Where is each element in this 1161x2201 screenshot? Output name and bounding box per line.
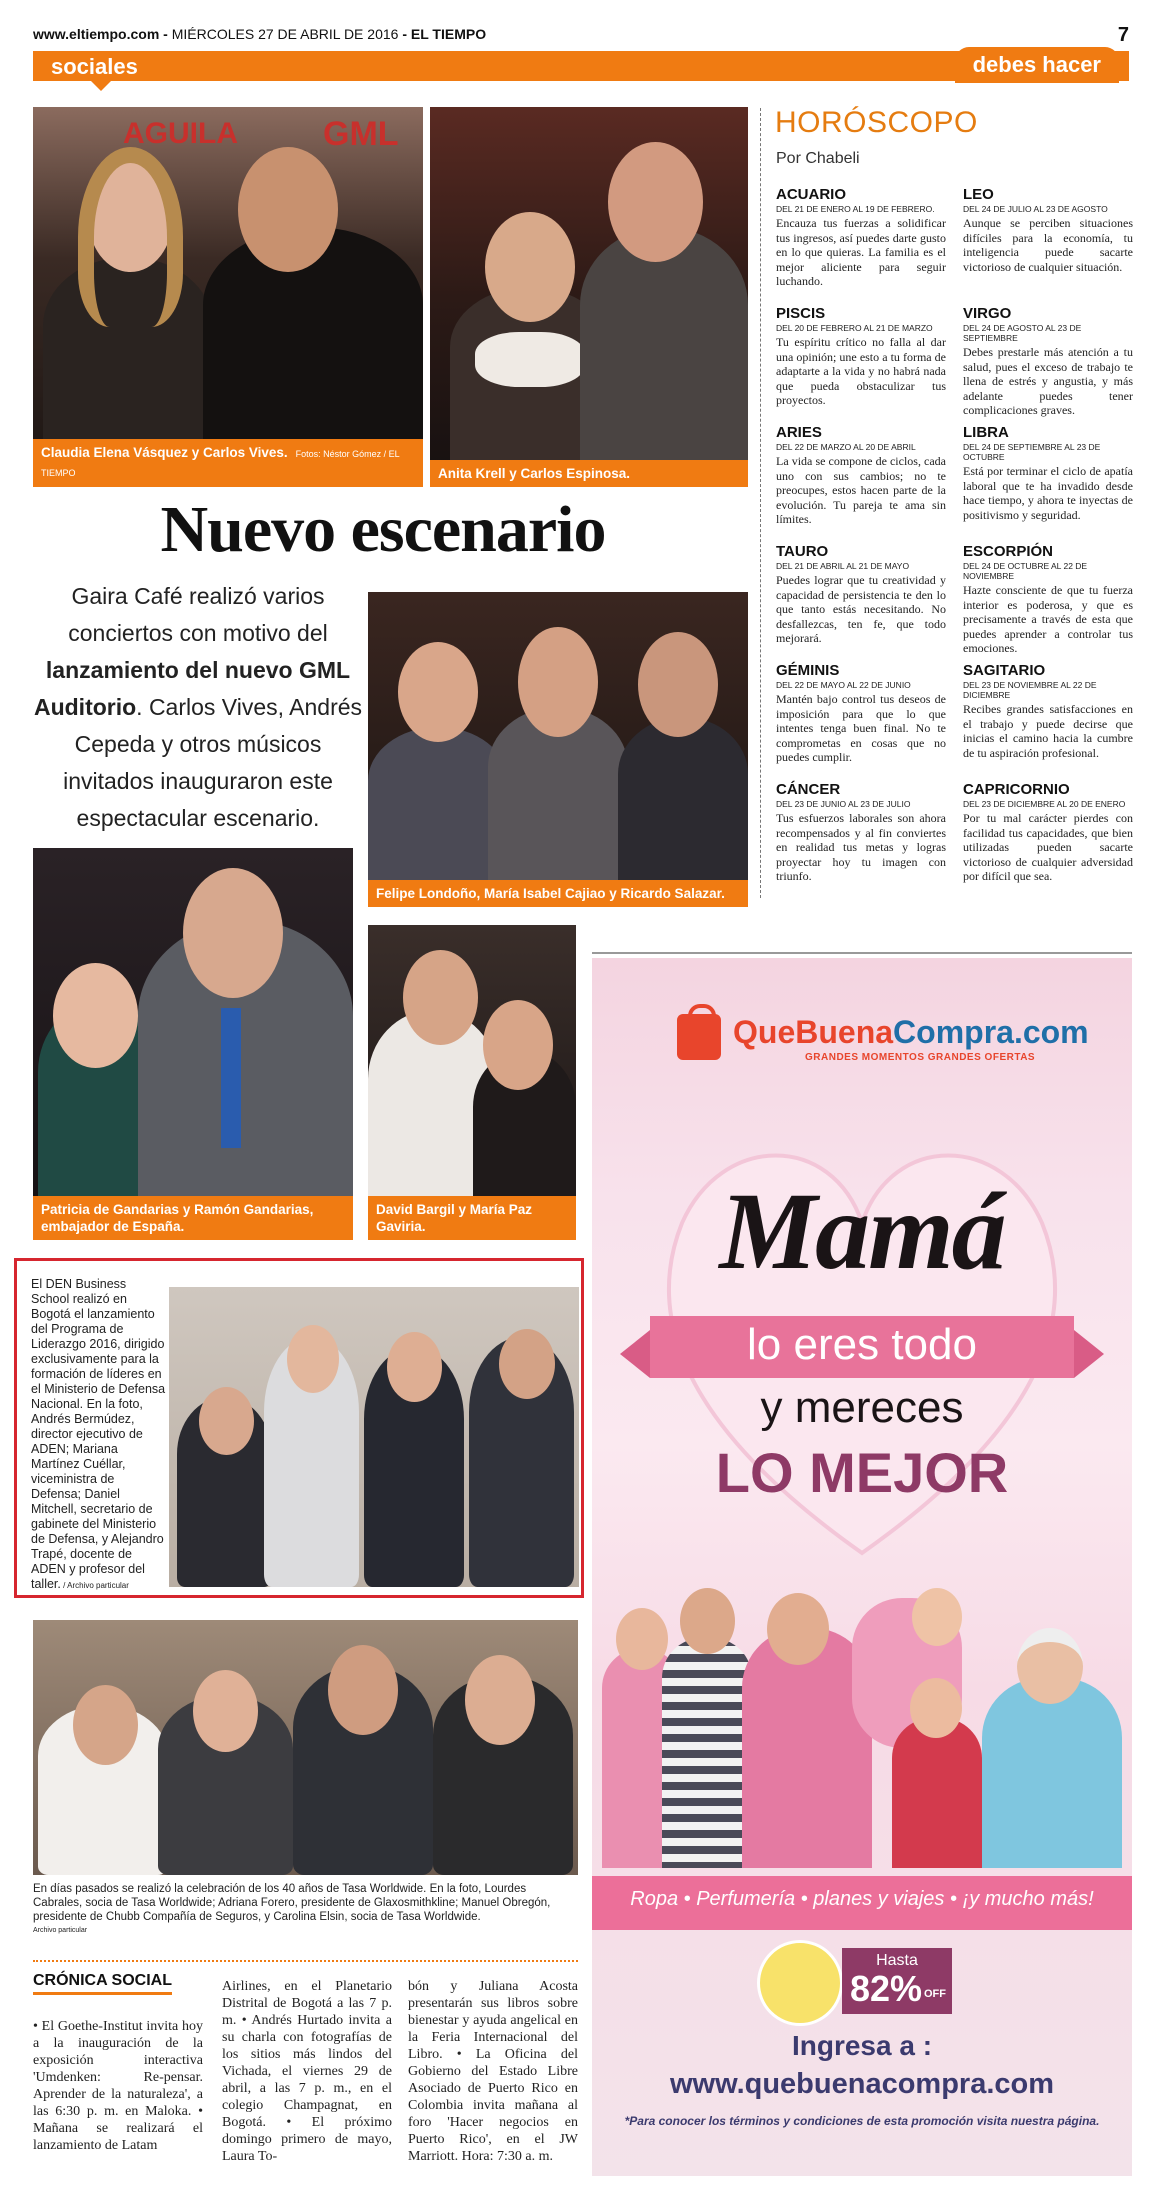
photo-caption: Felipe Londoño, María Isabel Cajiao y Ricardo Salazar. [368,880,748,907]
box-text [31,1277,166,1593]
person-head [680,1588,735,1654]
sign-name: GÉMINIS [776,662,840,679]
column-divider [760,108,761,898]
person-head [465,1655,535,1745]
horoscope-libra [963,424,1133,522]
discount-off: OFF [924,1988,946,2000]
person-head [398,642,478,742]
sign-name: PISCIS [776,305,826,322]
caption-text: Claudia Elena Vásquez y Carlos Vives. [41,445,288,460]
cronica-column-3: bón y Juliana Acosta presentarán sus libros sobre bienestar y ayuda angelical en la Feria Internacional del Libro. • La Oficina del Gobierno del Estado Libre Asociado de Puerto Rico en Colombia invita mañana al foro 'Hacer negocios en Puerto Rico', en el JW Marriott. Hora: 7:30 a. m. [408,1979,578,2164]
photo-bargil-gaviria [368,925,576,1240]
page-header [33,26,1129,48]
lead-bold-text: lanzamiento del nuevo GML Auditorio [33,657,351,720]
ad-subhead: y mereces [760,1383,964,1432]
sign-name: ARIES [776,424,822,441]
sign-dates: DEL 24 DE AGOSTO AL 23 DE SEPTIEMBRE [963,323,1082,343]
quebuenacompra-ad[interactable] [592,958,1132,2176]
section-divider [33,1960,578,1962]
paper-name: EL TIEMPO [410,26,487,42]
photo-caption: Anita Krell y Carlos Espinosa. [430,460,748,487]
person-head [238,147,338,272]
horoscope-acuario [776,186,946,289]
ad-terms: *Para conocer los términos y condiciones de esta promoción visita nuestra página. [624,2114,1100,2128]
sign-text: Recibes grandes satisfacciones en el trabajo y puede decirse que inicias el camino hacia la cumbre de tu aspiración profesional. [963,702,1133,760]
sign-name: ACUARIO [776,186,846,203]
photo-caption: Patricia de Gandarias y Ramón Gandarias, embajador de España. [33,1196,353,1240]
brand-part: QueBuena [733,1014,894,1050]
person-head [387,1332,442,1402]
story-lead [33,578,363,837]
horoscope-byline: Por Chabeli [776,150,860,167]
brand-part: Compra.com [893,1014,1089,1050]
sign-dates: DEL 21 DE ENERO AL 19 DE FEBRERO. [776,204,935,214]
sign-text: Aunque se perciben situaciones difíciles para la economía, tu inteligencia puede sacarte victorioso de cualquier situación. [963,216,1133,274]
person-figure [618,717,748,907]
child-head [910,1678,962,1738]
family-photo [592,1588,1132,1868]
discount-badge [842,1948,952,2014]
ad-headline: Mamá [719,1170,1005,1292]
sign-dates: DEL 24 DE OCTUBRE AL 22 DE NOVIEMBRE [963,561,1088,581]
caption-text: En días pasados se realizó la celebración de los 40 años de Tasa Worldwide. En la foto, Lourdes Cabrales, socia de Tasa Worldwide; Adriana Forero, presidente de Glaxosmithkline; Manuel Obregón, presidente de Chubb Compañía de Seguros, y Carolina Elsin, socia de Tasa Worldwide. [33,1883,551,1923]
horoscope-sagitario [963,662,1133,760]
tie-shape [221,1008,241,1148]
sign-dates: DEL 22 DE MAYO AL 22 DE JUNIO [776,680,911,690]
categories-text: Ropa • Perfumería • planes y viajes • ¡y mucho más! [630,1888,1094,1910]
photo-backdrop-text: AGUILA [123,117,238,150]
person-figure [662,1638,752,1868]
person-head [767,1593,829,1665]
section-label: sociales [51,54,138,79]
horoscope-leo [963,186,1133,274]
horoscope-aries [776,424,946,527]
photo-backdrop-logo: GML [323,115,399,153]
photo-vasquez-vives [33,107,423,487]
person-head [403,950,478,1045]
sign-text: Mantén bajo control tus deseos de imposición para que lo que intentes tenga buen final. No te comprometas en cosas que no puedes cumplir. [776,692,946,764]
horoscope-tauro [776,543,946,646]
photo-caption: David Bargil y María Paz Gaviria. [368,1196,576,1240]
sign-name: TAURO [776,543,829,560]
section-notch [91,81,111,91]
sign-text: Puedes lograr que tu creatividad y capacidad de persistencia te den lo que tanto estás necesitando. No desfallezcas, ten fe, que todo mejorará. [776,573,946,645]
chick-mascot-icon [757,1940,843,2026]
horoscope-title: HORÓSCOPO [775,106,978,139]
section-tab: debes hacer [955,47,1119,83]
ad-url-link[interactable]: www.quebuenacompra.com [669,2068,1055,2100]
person-head [328,1645,398,1735]
horoscope-escorpion [963,543,1133,656]
brand-slogan: GRANDES MOMENTOS GRANDES OFERTAS [805,1052,1036,1063]
sign-text: Tus esfuerzos laborales son ahora recompensados y al fin conviertes en realidad tus metas y logras proyectar hoy tu imagen con triunfo. [776,811,946,883]
ad-emphasis: LO MEJOR [715,1441,1009,1504]
person-figure [580,227,748,487]
person-head [608,142,703,262]
lead-text: . Carlos Vives, Andrés Cepeda y otros músicos invitados inauguraron este espectacular escenario. [63,694,363,831]
person-head [183,868,283,998]
brand-logo [677,1008,1089,1068]
brand-name [733,1014,1089,1051]
sign-text: Debes prestarle más atención a tu salud, pues el exceso de trabajo te llena de estrés y angustia, y más adelante puedes tener complicaciones graves. [963,345,1133,417]
shopping-bag-icon [677,1014,721,1060]
horoscope-piscis [776,305,946,408]
site-url[interactable]: www.eltiempo.com [33,26,160,42]
categories-bar [592,1876,1132,1930]
photo-krell-espinosa [430,107,748,487]
person-head [199,1387,254,1455]
ad-divider [592,952,1132,954]
photo-caption [33,439,423,487]
sign-name: CÁNCER [776,781,841,798]
header-separator: - [398,26,411,42]
photo-den-business [169,1287,579,1587]
sign-text: Hazte consciente de que tu fuerza interior es poderosa, y que es precisamente a través de esta que puedes aprender a controlar tus emociones. [963,583,1133,655]
cronica-social-heading: CRÓNICA SOCIAL [33,1972,172,1995]
den-business-box [14,1258,584,1598]
caption-credit: Archivo particular [33,1927,88,1934]
sign-name: CAPRICORNIO [963,781,1070,798]
sign-dates: DEL 20 DE FEBRERO AL 21 DE MARZO [776,323,933,333]
person-head [193,1670,258,1752]
person-head [73,1685,138,1765]
photo-gandarias [33,848,353,1240]
cronica-column-2: Airlines, en el Planetario Distrital de Bogotá a las 7 p. m. • Andrés Hurtado invita a su charla con fotografías de los sitios más lindos del Vichada, el viernes 29 de abril, a las 7 p. m., en el colegio Champagnat, en Bogotá. • El próximo domingo primero de mayo, Laura To- [222,1979,392,2164]
child-head [912,1588,962,1646]
sign-text: Está por terminar el ciclo de apatía laboral que te ha invadido desde hace tiempo, y ahora te inyectas de positivismo y seguridad. [963,464,1133,522]
tasa-caption [33,1882,578,1938]
cronica-column-1: • El Goethe-Institut invita hoy a la inauguración de la exposición interactiva 'Umdenken: Re-pensar. Aprender de la naturaleza', a las 6:30 p. m. en Maloka. • Mañana se realizará el lanzamiento de Latam [33,2019,203,2153]
sign-dates: DEL 23 DE NOVIEMBRE AL 22 DE DICIEMBRE [963,680,1097,700]
sign-dates: DEL 24 DE SEPTIEMBRE AL 23 DE OCTUBRE [963,442,1101,462]
child-figure [892,1718,982,1868]
sign-dates: DEL 22 DE MARZO AL 20 DE ABRIL [776,442,916,452]
person-head [616,1608,668,1670]
story-title: Nuevo escenario [160,493,606,566]
person-head [499,1329,555,1399]
sign-name: LIBRA [963,424,1009,441]
page-number: 7 [1117,24,1129,46]
box-body: El DEN Business School realizó en Bogotá el lanzamiento del Programa de Liderazgo 2016, dirigido exclusivamente para la formación de líderes en el Ministerio de Defensa Nacional. En la foto, Andrés Bermúdez, director ejecutivo de ADEN; Mariana Martínez Cuéllar, viceministra de Defensa; Daniel Mitchell, secretario de gabinete del Ministerio de Defensa, y Alejandro Trapé, docente de ADEN y profesor del taller. [31,1277,166,1591]
horoscope-geminis [776,662,946,765]
box-credit: / Archivo particular [60,1581,129,1590]
sign-text: Encauza tus fuerzas a solidificar tus ingresos, así puedes darte gusto en lo que quieras. La familia es el mejor aliciente para seguir luchando. [776,216,946,288]
sign-dates: DEL 21 DE ABRIL AL 21 DE MAYO [776,561,910,571]
sign-text: Tu espíritu crítico no falla al dar una opinión; une esto a tu forma de adaptarte a la vida y no habrá nada que pueda obstaculizar tus proyectos. [776,335,946,407]
section-bar [33,51,1129,81]
lead-text: Gaira Café realizó varios conciertos con motivo del [68,583,328,646]
person-head [518,627,598,737]
discount-value: 82% [850,1968,923,2009]
scarf-shape [475,332,585,387]
person-head [485,212,575,322]
ad-ribbon [650,1316,1074,1378]
horoscope-cancer [776,781,946,884]
sign-dates: DEL 24 DE JULIO AL 23 DE AGOSTO [963,204,1108,214]
horoscope-capricornio [963,781,1133,884]
person-figure [488,707,628,907]
person-head [1017,1628,1083,1704]
header-separator: - [159,26,172,42]
person-head [287,1325,339,1393]
sign-name: SAGITARIO [963,662,1046,679]
ribbon-text: lo eres todo [747,1320,977,1369]
sign-name: LEO [963,186,994,203]
horoscope-virgo [963,305,1133,418]
sign-dates: DEL 23 DE JUNIO AL 23 DE JULIO [776,799,911,809]
hair-shape [78,147,183,327]
sign-dates: DEL 23 DE DICIEMBRE AL 20 DE ENERO [963,799,1126,809]
photo-credit: Fotos: Néstor Gómez / EL TIEMPO [41,449,400,478]
discount-label: Hasta [876,1952,918,1969]
issue-date: MIÉRCOLES 27 DE ABRIL DE 2016 [171,26,399,42]
sign-name: ESCORPIÓN [963,543,1054,560]
sign-name: VIRGO [963,305,1012,322]
person-head [638,632,718,737]
person-head [483,1000,553,1090]
person-figure [982,1678,1122,1868]
sign-text: Por tu mal carácter pierdes con facilidad tus capacidades, que bien utilizadas pueden sacarte victorioso de cualquier adversidad por difícil que sea. [963,811,1133,883]
sign-text: La vida se compone de ciclos, cada uno con sus cambios; no te preocupes, estos hacen parte de la evolución. Tu pareja te ama sin límites. [776,454,946,526]
photo-tasa-worldwide [33,1620,578,1875]
photo-londono-cajiao-salazar [368,592,748,907]
ad-cta-label: Ingresa a : [791,2030,933,2061]
person-head [53,963,138,1068]
